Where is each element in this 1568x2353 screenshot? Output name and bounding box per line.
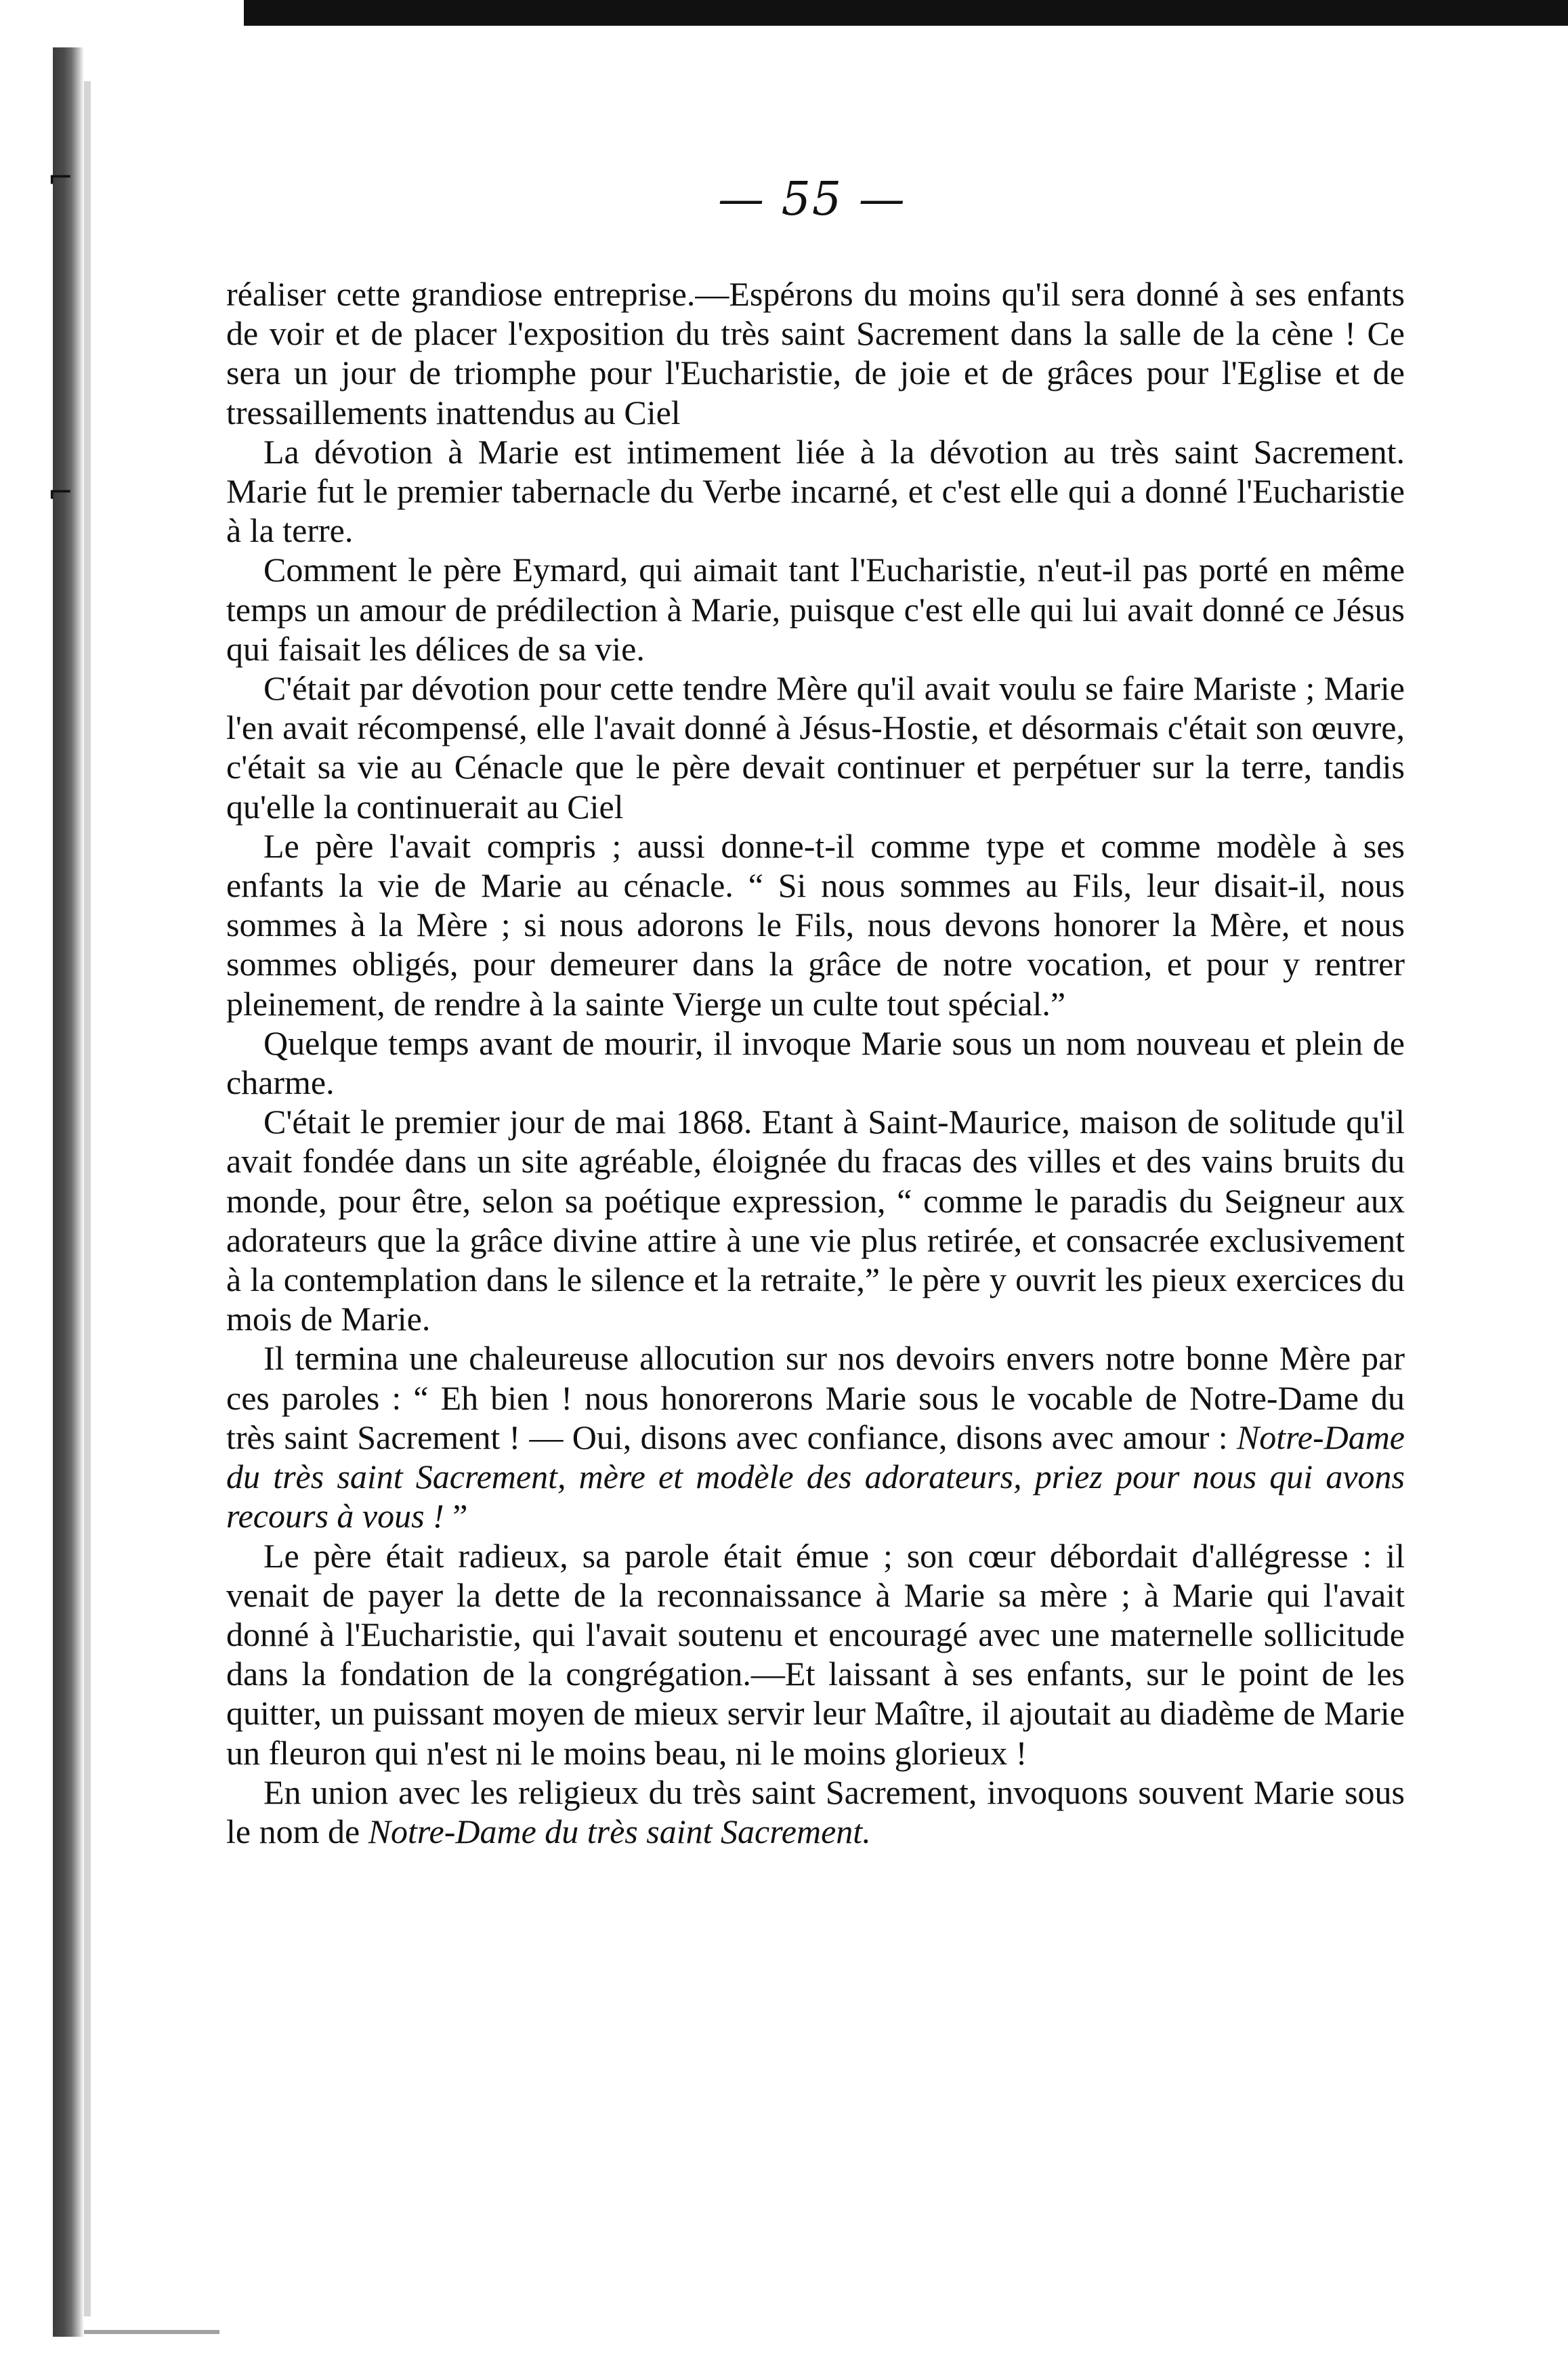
paragraph — [226, 1773, 1405, 1851]
paragraph: C'était par dévotion pour cette tendre Mère qu'il avait voulu se faire Mariste ; Marie l'en avait récompensé, elle l'avait donné à Jésus-Hostie, et désormais c'était son œuvre, c'était sa vie au Cénacle que le père devait continuer et perpétuer sur la terre, tandis qu'elle la continuerait au Ciel — [226, 669, 1405, 826]
scan-left-binding-shadow — [53, 47, 84, 2337]
closing-quote: ” — [444, 1497, 468, 1535]
margin-mark: ⌐ — [47, 474, 74, 511]
italic-invocation: Notre-Dame du très saint Sacrement, mère et modèle des adorateurs, priez pour nous qui avons recours à vous ! — [226, 1418, 1405, 1535]
scan-left-binding-edge — [84, 81, 91, 2316]
paragraph: C'était le premier jour de mai 1868. Etant à Saint-Maurice, maison de solitude qu'il avait fondée dans un site agréable, éloignée du fracas des villes et des vains bruits du monde, pour être, selon sa poétique expression, “ comme le paradis du Seigneur aux adorateurs que la grâce divine attire à une vie plus retirée, et consacrée exclusivement à la contemplation dans le silence et la retraite,” le père y ouvrit les pieux exercices du mois de Marie. — [226, 1103, 1405, 1338]
paragraph: Le père l'avait compris ; aussi donne-t-il comme type et comme modèle à ses enfants la vie de Marie au cénacle. “ Si nous sommes au Fils, leur disait-il, nous sommes à la Mère ; si nous adorons le Fils, nous devons honorer la Mère, et nous sommes obligés, pour demeurer dans la grâce de notre vocation, et pour y rentrer pleinement, de rendre à la sainte Vierge un culte tout spécial.” — [226, 826, 1405, 1023]
paragraph-text: Il termina une chaleureuse allocution sur nos devoirs envers notre bonne Mère par ces paroles : “ Eh bien ! nous honorerons Marie sous le vocable de Notre-Dame du très saint Sacrement ! — Oui, disons avec confiance, disons avec amour : — [226, 1339, 1405, 1456]
paragraph-text: En union avec les religieux du très saint Sacrement, invoquons souvent Marie sous le nom de — [226, 1773, 1405, 1850]
paragraph: La dévotion à Marie est intimement liée à la dévotion au très saint Sacrement. Marie fut le premier tabernacle du Verbe incarné, et c'est elle qui a donné l'Eucharistie à la terre. — [226, 432, 1405, 550]
paragraph: Comment le père Eymard, qui aimait tant l'Eucharistie, n'eut-il pas porté en même temps un amour de prédilection à Marie, puisque c'est elle qui lui avait donné ce Jésus qui faisait les délices de sa vie. — [226, 551, 1405, 668]
paragraph: réaliser cette grandiose entreprise.—Espérons du moins qu'il sera donné à ses enfants de voir et de placer l'exposition du très saint Sacrement dans la salle de la cène ! Ce sera un jour de triomphe pour l'Eucharistie, de joie et de grâces pour l'Eglise et de tressaillements inattendus au Ciel — [226, 275, 1405, 431]
paragraph — [226, 1338, 1405, 1535]
paragraph: Le père était radieux, sa parole était émue ; son cœur débordait d'allégresse : il venait de payer la dette de la reconnaissance à Marie sa mère ; à Marie qui l'avait donné à l'Eucharistie, qui l'avait soutenu et encouragé avec une maternelle sollicitude dans la fondation de la congrégation.—Et laissant à ses enfants, sur le point de les quitter, un puissant moyen de mieux servir leur Maître, il ajoutait au diadème de Marie un fleuron qui n'est ni le moins beau, ni le moins glorieux ! — [226, 1536, 1405, 1772]
margin-mark: ⌐ — [47, 159, 74, 196]
body-text — [226, 274, 1405, 1851]
italic-invocation: Notre-Dame du très saint Sacrement. — [368, 1812, 871, 1850]
paragraph: Quelque temps avant de mourir, il invoque Marie sous un nom nouveau et plein de charme. — [226, 1023, 1405, 1102]
scan-top-border — [244, 0, 1568, 26]
page-number: — 55 — — [718, 173, 906, 226]
scan-bottom-mark — [84, 2330, 219, 2334]
